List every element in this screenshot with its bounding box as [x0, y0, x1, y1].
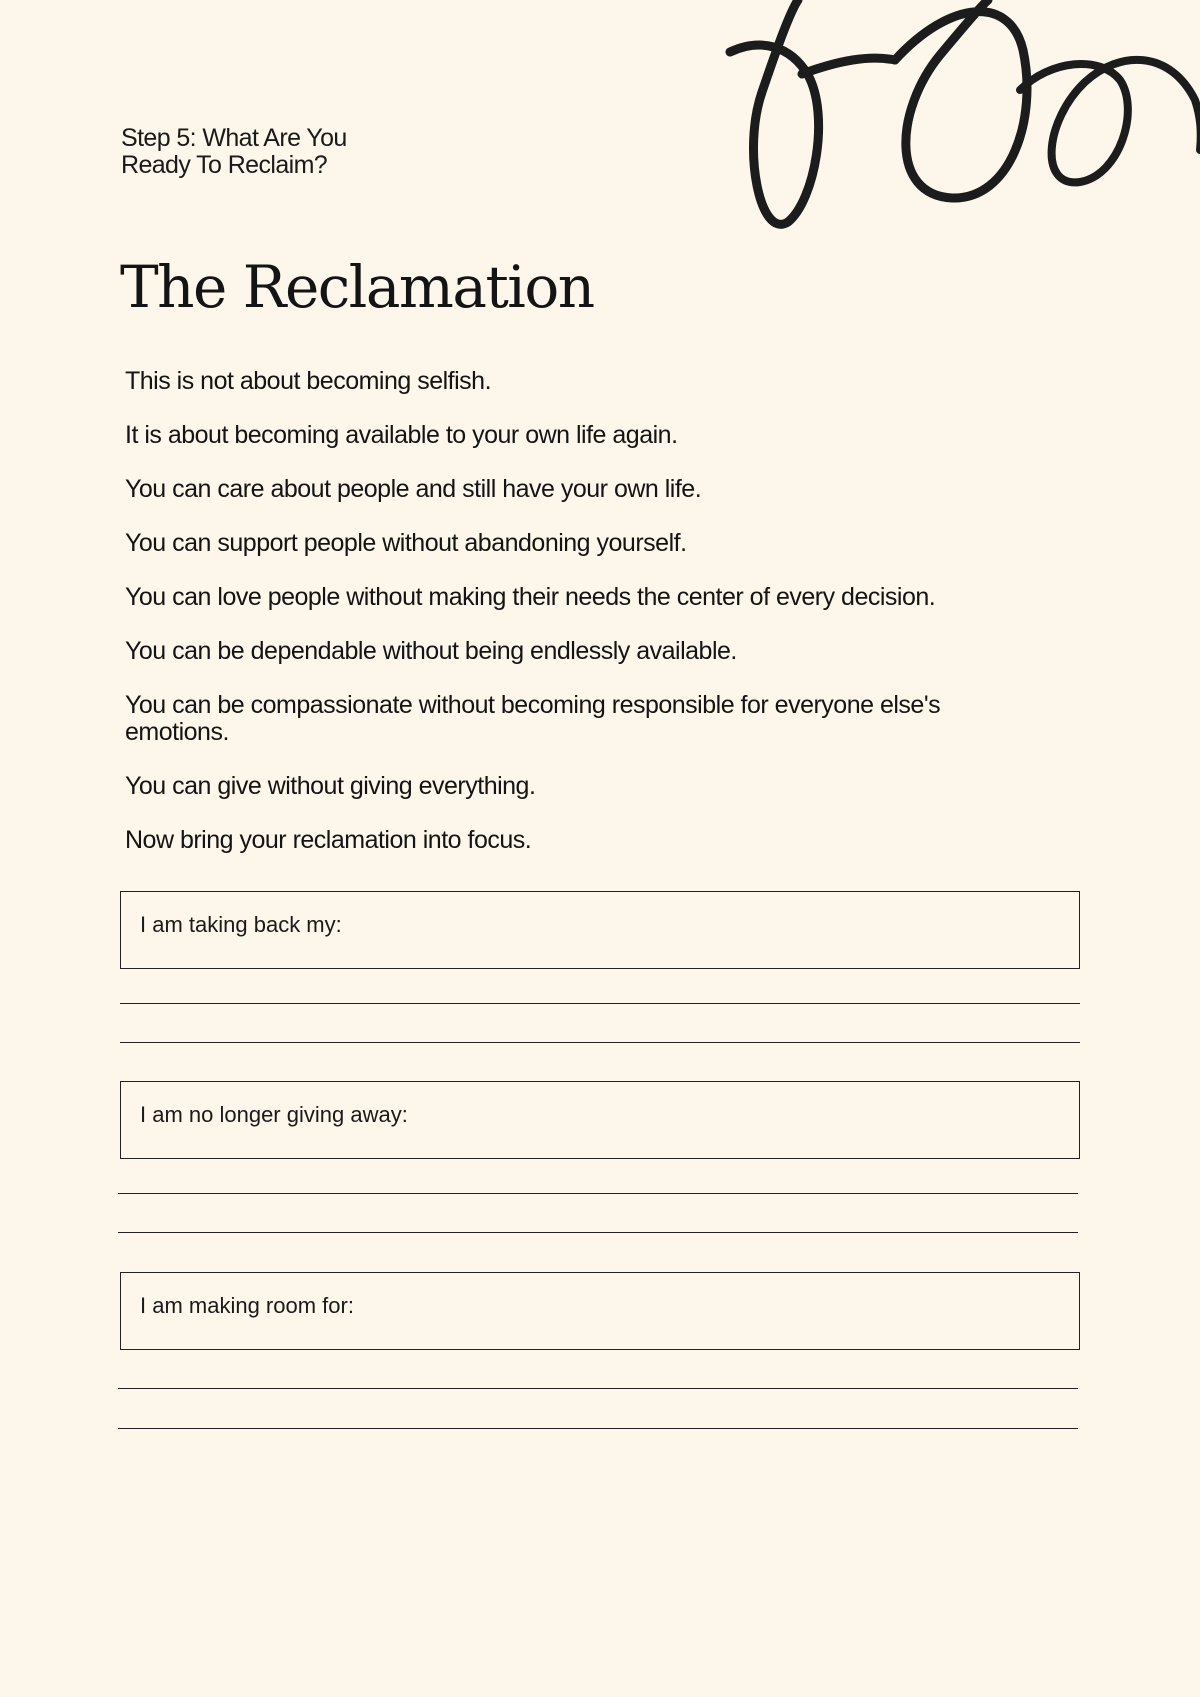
- writing-line[interactable]: [118, 1232, 1078, 1233]
- body-line: You can give without giving everything.: [125, 772, 536, 800]
- writing-line[interactable]: [118, 1193, 1078, 1194]
- writing-line[interactable]: [118, 1428, 1078, 1429]
- body-line: You can care about people and still have your own life.: [125, 475, 702, 503]
- prompt-section-giving-away: [120, 1081, 1080, 1159]
- body-line: You can support people without abandoning yourself.: [125, 529, 687, 557]
- body-line: Now bring your reclamation into focus.: [125, 826, 532, 854]
- writing-line[interactable]: [120, 1042, 1080, 1043]
- writing-line[interactable]: [120, 1003, 1080, 1004]
- step-label-line-1: Step 5: What Are You: [121, 124, 347, 152]
- prompt-section-taking-back: [120, 891, 1080, 969]
- prompt-box-taking-back[interactable]: I am taking back my:: [120, 891, 1080, 969]
- body-line: You can be compassionate without becoming responsible for everyone else's emotions.: [125, 691, 941, 746]
- prompt-box-giving-away[interactable]: I am no longer giving away:: [120, 1081, 1080, 1159]
- page-title: The Reclamation: [120, 253, 594, 321]
- body-line: This is not about becoming selfish.: [125, 367, 492, 395]
- prompt-section-making-room: [120, 1272, 1080, 1350]
- body-line: It is about becoming available to your own life again.: [125, 421, 678, 449]
- writing-line[interactable]: [118, 1388, 1078, 1389]
- prompt-box-making-room[interactable]: I am making room for:: [120, 1272, 1080, 1350]
- step-label: [121, 125, 441, 179]
- step-label-line-2: Ready To Reclaim?: [121, 151, 328, 179]
- body-line: You can be dependable without being endlessly available.: [125, 637, 737, 665]
- body-text: [125, 368, 1045, 881]
- decorative-swirl-icon: [720, 0, 1200, 240]
- body-line: You can love people without making their needs the center of every decision.: [125, 583, 936, 611]
